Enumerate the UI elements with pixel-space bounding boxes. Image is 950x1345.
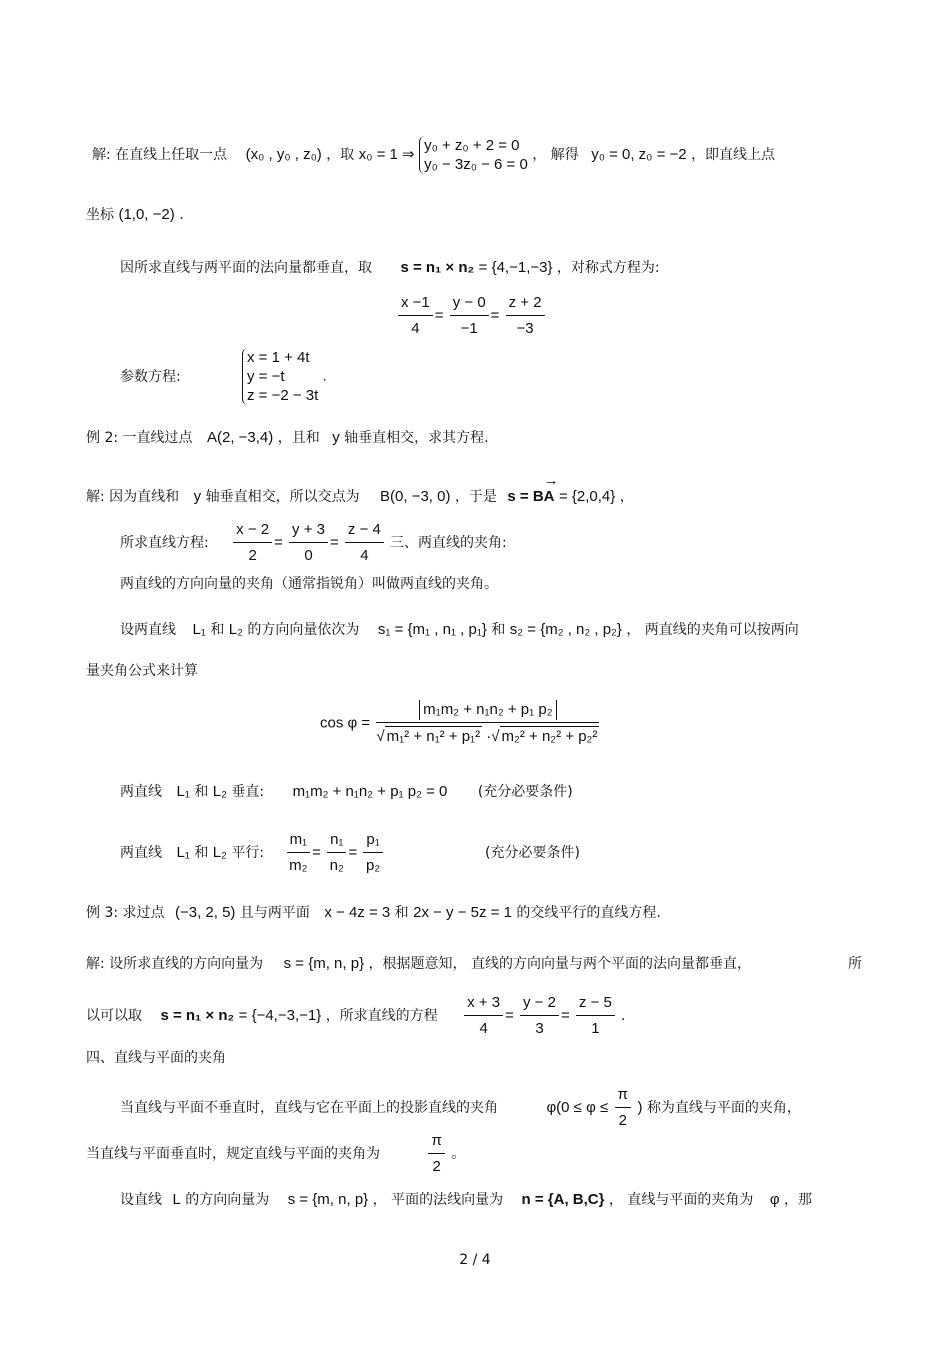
perpendicular-angle: 当直线与平面垂直时，规定直线与平面的夹角为 $\frac{\pi}{2}$ 。 <box>86 1132 466 1175</box>
solution-3-equation: 以可以取 s = n₁ × n₂ = {−4,−3,−1} ，所求直线的方程 $\frac{x + 3}{4}$ = $\frac{y - 2}{3}$ = $\frac{z - 5}{1}$ . <box>86 994 626 1037</box>
solution-line-1: 解: 在直线上任取一点 (x₀ , y₀ , z₀) ，取 x₀ = 1 ⇒ y₀ + z₀ + 2 = 0 y₀ − 3z₀ − 6 = 0 ， 解得 y₀ = 0, z₀ = −2 ，即直线上点 <box>92 137 776 173</box>
section-heading: 四、直线与平面的夹角 <box>86 1050 226 1066</box>
direction-vectors-line: 设两直线 L₁ 和 L₂ 的方向向量依次为 s₁ = {m₁ , n₁ , p₁} 和 s₂ = {m₂ , n₂ , p₂} ， 两直线的夹角可以按两向 <box>120 621 799 638</box>
angle-formula: cos φ = $\frac{\text{m₁m₂ + n₁n₂ + p₁ p₂}}{\text{√ m₁² + n₁² + p₁² ·√ m₂² + n₂² + p₂²}}$ <box>320 701 598 745</box>
math-point: A(2, −3,4) <box>206 429 274 446</box>
equation-system: x = 1 + 4t y = −t z = −2 − 3t <box>242 348 318 405</box>
page-number: 2 / 4 <box>459 1252 491 1268</box>
fraction: $\frac{x + 3}{4}$ <box>464 993 503 1039</box>
fraction: $\frac{y + 3}{0}$ <box>289 520 328 566</box>
section-heading: 三、两直线的夹角: <box>390 535 507 551</box>
parallel-condition: 两直线 L₁ 和 L₂ 平行: $\frac{\text{m₁}}{\text{m₂}}$ = $\frac{\text{n₁}}{\text{n₂}}$ = $\frac{\text{p₁}}{\text{p₂}}$ (充分必要条件) <box>120 831 580 874</box>
math-vector-s1: s₁ = {m₁ , n₁ , p₁} <box>377 621 487 638</box>
example-3: 例 3: 求过点 (−3, 2, 5) 且与两平面 x − 4z = 3 和 2x − y − 5z = 1 的交线平行的直线方程. <box>86 904 661 921</box>
fraction: $\frac{z - 5}{1}$ <box>576 993 615 1039</box>
symmetric-equation: $\frac{x + 3}{4}$ = $\frac{y - 2}{3}$ = $\frac{z - 5}{1}$ <box>462 1007 621 1024</box>
parametric-label: 参数方程: <box>120 369 181 385</box>
fraction: $\frac{x -1}{4}$ <box>398 293 433 339</box>
ratio-equation: $\frac{\text{m₁}}{\text{m₂}}$ = $\frac{\text{n₁}}{\text{n₂}}$ = $\frac{\text{p₁}}{\text{p₂}}$ <box>285 844 389 861</box>
math-point: (−3, 2, 5) <box>174 904 236 921</box>
math-plane: 2x − y − 5z = 1 <box>413 904 512 921</box>
fraction: $\frac{\text{m₁}}{\text{m₂}}$ <box>287 830 311 876</box>
fraction: $\frac{\text{m₁m₂ + n₁n₂ + p₁ p₂}}{\text{√ m₁² + n₁² + p₁² ·√ m₂² + n₂² + p₂²}}$ <box>376 701 598 745</box>
normal-vector-line: 因所求直线与两平面的法向量都垂直，取 s = n₁ × n₂ = {4,−1,−3} ，对称式方程为: <box>120 259 660 276</box>
continuation-text: 量夹角公式来计算 <box>86 663 198 679</box>
fraction: $\frac{\text{n₁}}{\text{n₂}}$ <box>327 830 346 876</box>
perpendicular-condition: 两直线 L₁ 和 L₂ 垂直: m₁m₂ + n₁n₂ + p₁ p₂ = 0 (充分必要条件) <box>120 783 573 800</box>
fraction: $\frac{\text{p₁}}{\text{p₂}}$ <box>363 830 382 876</box>
example-2: 例 2: 一直线过点 A(2, −3,4) ，且和 y 轴垂直相交，求其方程. <box>86 429 489 446</box>
symmetric-equation: $\frac{x -1}{4}$ = $\frac{y - 0}{-1}$ = $\frac{z + 2}{-3}$ <box>396 293 547 339</box>
math-equation: m₁m₂ + n₁n₂ + p₁ p₂ = 0 <box>292 783 448 800</box>
math-vector-s2: s₂ = {m₂ , n₂ , p₂} <box>509 621 622 638</box>
fraction: $\frac{y - 2}{3}$ <box>520 993 559 1039</box>
fraction: $\frac{z + 2}{-3}$ <box>506 293 545 339</box>
math-point: (x₀ , y₀ , z₀) <box>245 146 322 163</box>
coordinate-line: 坐标 (1,0, −2) . <box>86 206 184 223</box>
math-cross-product: s = n₁ × n₂ <box>400 259 475 276</box>
fraction: $\frac{x - 2}{2}$ <box>233 520 272 566</box>
math-x0: x₀ = 1 ⇒ <box>358 146 415 163</box>
math-vector: = {2,0,4} <box>558 488 616 505</box>
fraction: $\frac{y - 0}{-1}$ <box>450 293 489 339</box>
parametric-equation: x = 1 + 4t y = −t z = −2 − 3t . <box>242 348 327 405</box>
angle-definition: 当直线与平面不垂直时，直线与它在平面上的投影直线的夹角 φ(0 ≤ φ ≤ $\frac{\pi}{2}$ ) 称为直线与平面的夹角， <box>120 1086 801 1129</box>
equation-system: y₀ + z₀ + 2 = 0 y₀ − 3z₀ − 6 = 0 <box>419 136 528 174</box>
math-plane: x − 4z = 3 <box>324 904 391 921</box>
symmetric-equation: $\frac{x - 2}{2}$ = $\frac{y + 3}{0}$ = $\frac{z - 4}{4}$ <box>231 534 390 551</box>
line-equation-2: 所求直线方程: $\frac{x - 2}{2}$ = $\frac{y + 3}{0}$ = $\frac{z - 4}{4}$ 三、两直线的夹角: <box>120 521 507 564</box>
math-vector: = {−4,−3,−1} <box>238 1007 322 1024</box>
math-point: B(0, −3, 0) <box>380 488 451 505</box>
line-plane-setup: 设直线 L 的方向向量为 s = {m, n, p} ， 平面的法线向量为 n = {A, B,C} ， 直线与平面的夹角为 φ ，那 <box>120 1191 813 1208</box>
math-cross-product: s = n₁ × n₂ <box>160 1007 235 1024</box>
definition-text: 两直线的方向向量的夹角（通常指锐角）叫做两直线的夹角。 <box>120 576 498 592</box>
fraction: $\frac{\pi}{2}$ <box>615 1085 631 1131</box>
solution-2: 解: 因为直线和 y 轴垂直相交，所以交点为 B(0, −3, 0) ，于是 s = → BA = {2,0,4} ， <box>86 487 634 507</box>
fraction: $\frac{\pi}{2}$ <box>428 1131 444 1177</box>
fraction: $\frac{z - 4}{4}$ <box>345 520 384 566</box>
solution-3: 解: 设所求直线的方向向量为 s = {m, n, p} ，根据题意知， 直线的方向向量与两个平面的法向量都垂直， <box>86 955 751 972</box>
vector-ba: → BA <box>533 487 555 507</box>
math-vector: s = {m, n, p} <box>287 1191 369 1208</box>
math-normal-vector: n = {A, B,C} <box>521 1191 605 1208</box>
math-vector: = {4,−1,−3} <box>478 259 553 276</box>
line-end-char: 所 <box>848 956 862 972</box>
math-vector: s = {m, n, p} <box>283 955 365 972</box>
math-solution: y₀ = 0, z₀ = −2 <box>591 146 687 163</box>
math-point: (1,0, −2) <box>118 206 175 223</box>
